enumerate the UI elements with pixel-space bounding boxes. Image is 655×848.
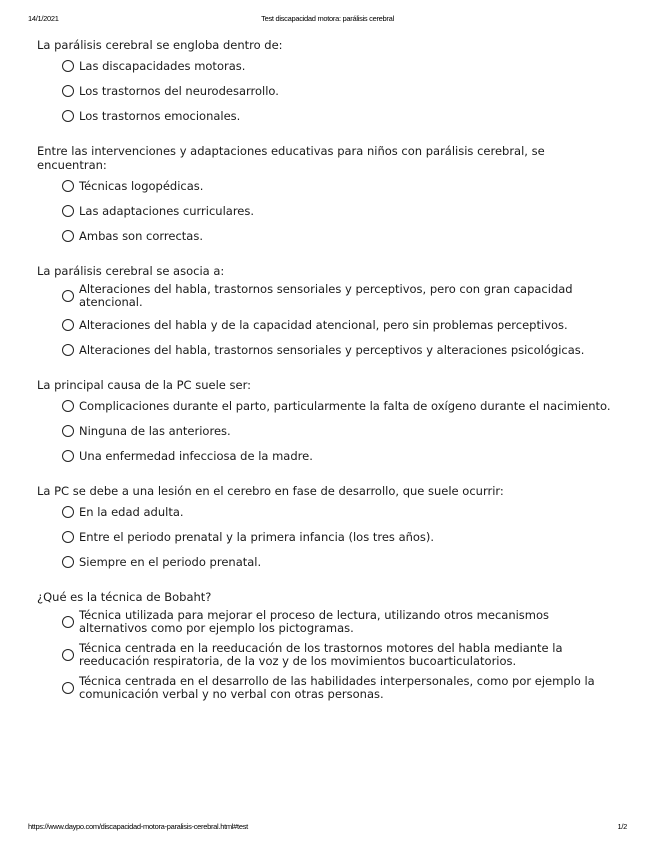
answer-option[interactable] bbox=[62, 107, 617, 125]
radio-button[interactable] bbox=[62, 682, 74, 694]
question-text: La parálisis cerebral se asocia a: bbox=[37, 264, 225, 278]
radio-button[interactable] bbox=[62, 230, 74, 242]
radio-button[interactable] bbox=[62, 556, 74, 568]
answer-option[interactable] bbox=[62, 553, 617, 571]
answer-label: Técnicas logopédicas. bbox=[79, 178, 204, 193]
radio-button[interactable] bbox=[62, 180, 74, 192]
answer-label: En la edad adulta. bbox=[79, 504, 184, 519]
answer-label: Ninguna de las anteriores. bbox=[79, 423, 231, 438]
answer-label: Entre el periodo prenatal y la primera infancia (los tres años). bbox=[79, 529, 435, 544]
answer-option[interactable] bbox=[62, 57, 617, 75]
question-text: ¿Qué es la técnica de Bobaht? bbox=[37, 590, 212, 604]
radio-button[interactable] bbox=[62, 425, 74, 437]
radio-button[interactable] bbox=[62, 110, 74, 122]
question-2 bbox=[37, 144, 617, 245]
page-url: https://www.daypo.com/discapacidad-motora-paralisis-cerebral.html#test bbox=[28, 822, 248, 831]
question-list bbox=[37, 38, 617, 720]
answer-option[interactable] bbox=[62, 528, 617, 546]
answer-option[interactable] bbox=[62, 341, 617, 359]
answer-label: Siempre en el periodo prenatal. bbox=[79, 554, 262, 569]
answer-option[interactable] bbox=[62, 503, 617, 521]
print-title: Test discapacidad motora: parálisis cerebral bbox=[261, 14, 394, 23]
radio-button[interactable] bbox=[62, 450, 74, 462]
answer-label: Complicaciones durante el parto, particularmente la falta de oxígeno durante el nacimiento. bbox=[79, 398, 611, 413]
radio-button[interactable] bbox=[62, 290, 74, 302]
answer-label: Alteraciones del habla, trastornos sensoriales y perceptivos y alteraciones psicológicas. bbox=[79, 342, 585, 357]
question-6 bbox=[37, 590, 617, 701]
radio-button[interactable] bbox=[62, 531, 74, 543]
question-3 bbox=[37, 264, 617, 359]
answer-option[interactable] bbox=[62, 227, 617, 245]
answer-label: Alteraciones del habla, trastornos sensoriales y perceptivos, pero con gran capacidad atencional. bbox=[79, 282, 573, 309]
radio-button[interactable] bbox=[62, 85, 74, 97]
answer-label: Los trastornos emocionales. bbox=[79, 108, 241, 123]
answer-label: Las discapacidades motoras. bbox=[79, 58, 246, 73]
radio-button[interactable] bbox=[62, 616, 74, 628]
print-header bbox=[28, 14, 627, 26]
print-date: 14/1/2021 bbox=[28, 14, 59, 23]
radio-button[interactable] bbox=[62, 344, 74, 356]
question-text: La principal causa de la PC suele ser: bbox=[37, 378, 251, 392]
answer-label: Una enfermedad infecciosa de la madre. bbox=[79, 448, 313, 463]
answer-label: Ambas son correctas. bbox=[79, 228, 203, 243]
answer-label: Técnica centrada en el desarrollo de las habilidades interpersonales, como por ejemplo la comunicación verbal y no verbal con otras personas. bbox=[79, 674, 595, 701]
radio-button[interactable] bbox=[62, 400, 74, 412]
question-1 bbox=[37, 38, 617, 125]
question-5 bbox=[37, 484, 617, 571]
answer-label: Alteraciones del habla y de la capacidad atencional, pero sin problemas perceptivos. bbox=[79, 317, 568, 332]
question-text: La PC se debe a una lesión en el cerebro en fase de desarrollo, que suele ocurrir: bbox=[37, 484, 504, 498]
answer-label: Técnica utilizada para mejorar el proceso de lectura, utilizando otros mecanismos alternativos como por ejemplo los pictogramas. bbox=[79, 608, 550, 635]
answer-option[interactable] bbox=[62, 609, 617, 635]
answer-label: Las adaptaciones curriculares. bbox=[79, 203, 255, 218]
radio-button[interactable] bbox=[62, 506, 74, 518]
question-4 bbox=[37, 378, 617, 465]
answer-label: Los trastornos del neurodesarrollo. bbox=[79, 83, 279, 98]
answer-option[interactable] bbox=[62, 397, 617, 415]
radio-button[interactable] bbox=[62, 205, 74, 217]
question-text: Entre las intervenciones y adaptaciones educativas para niños con parálisis cerebral, se encuentran: bbox=[37, 144, 545, 172]
question-text: La parálisis cerebral se engloba dentro de: bbox=[37, 38, 283, 52]
answer-option[interactable] bbox=[62, 82, 617, 100]
answer-option[interactable] bbox=[62, 177, 617, 195]
answer-label: Técnica centrada en la reeducación de los trastornos motores del habla mediante la reeducación respiratoria, de la voz y de los movimientos bucoarticulatorios. bbox=[79, 641, 563, 668]
answer-option[interactable] bbox=[62, 642, 617, 668]
answer-option[interactable] bbox=[62, 283, 617, 309]
answer-option[interactable] bbox=[62, 202, 617, 220]
radio-button[interactable] bbox=[62, 319, 74, 331]
print-footer bbox=[28, 822, 627, 834]
answer-option[interactable] bbox=[62, 675, 617, 701]
radio-button[interactable] bbox=[62, 60, 74, 72]
answer-option[interactable] bbox=[62, 447, 617, 465]
page-number: 1/2 bbox=[617, 822, 627, 831]
answer-option[interactable] bbox=[62, 316, 617, 334]
answer-option[interactable] bbox=[62, 422, 617, 440]
radio-button[interactable] bbox=[62, 649, 74, 661]
